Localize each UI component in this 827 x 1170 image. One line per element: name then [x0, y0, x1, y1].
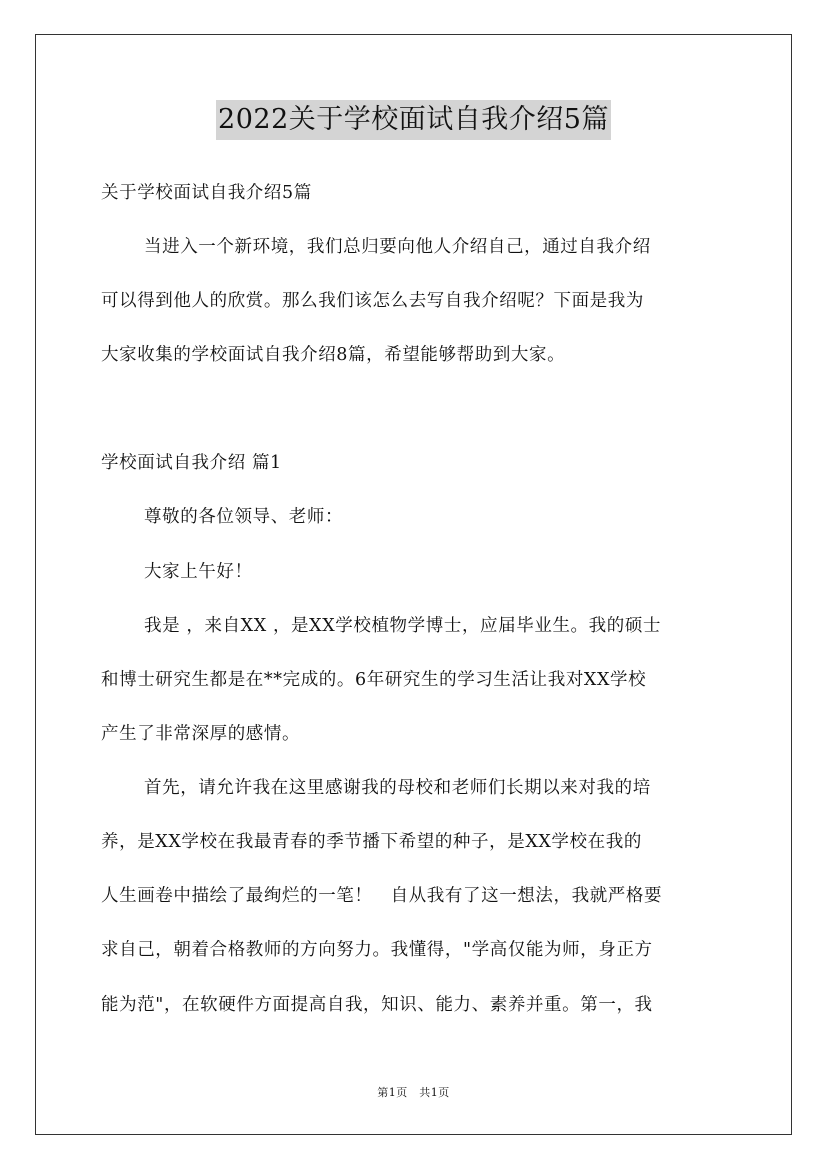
section-heading: 学校面试自我介绍 篇1 [101, 453, 282, 473]
subtitle: 关于学校面试自我介绍5篇 [101, 183, 312, 203]
paragraph-line: 能为范"，在软硬件方面提高自我，知识、能力、素养并重。第一，我 [101, 995, 653, 1015]
paragraph-line: 首先，请允许我在这里感谢我的母校和老师们长期以来对我的培 [144, 778, 651, 798]
paragraph-line: 和博士研究生都是在**完成的。6年研究生的学习生活让我对XX学校 [101, 670, 647, 690]
paragraph-line: 产生了非常深厚的感情。 [101, 724, 301, 744]
intro-line: 可以得到他人的欣赏。那么我们该怎么去写自我介绍呢？下面是我为 [101, 291, 644, 311]
paragraph-line: 求自己，朝着合格教师的方向努力。我懂得，"学高仅能为师，身正方 [101, 940, 653, 960]
paragraph-line: 人生画卷中描绘了最绚烂的一笔！ 自从我有了这一想法，我就严格要 [101, 886, 663, 906]
greeting: 尊敬的各位领导、老师： [144, 507, 344, 527]
document-title: 2022关于学校面试自我介绍5篇 [216, 100, 611, 140]
paragraph-line: 养，是XX学校在我最青春的季节播下希望的种子，是XX学校在我的 [101, 832, 642, 852]
hello: 大家上午好！ [144, 562, 253, 582]
intro-line: 大家收集的学校面试自我介绍8篇，希望能够帮助到大家。 [101, 345, 566, 365]
intro-line: 当进入一个新环境，我们总归要向他人介绍自己，通过自我介绍 [144, 237, 651, 257]
page-number: 第1页 共1页 [377, 1086, 450, 1099]
paragraph-line: 我是 ，来自XX ，是XX学校植物学博士，应届毕业生。我的硕士 [144, 616, 662, 636]
